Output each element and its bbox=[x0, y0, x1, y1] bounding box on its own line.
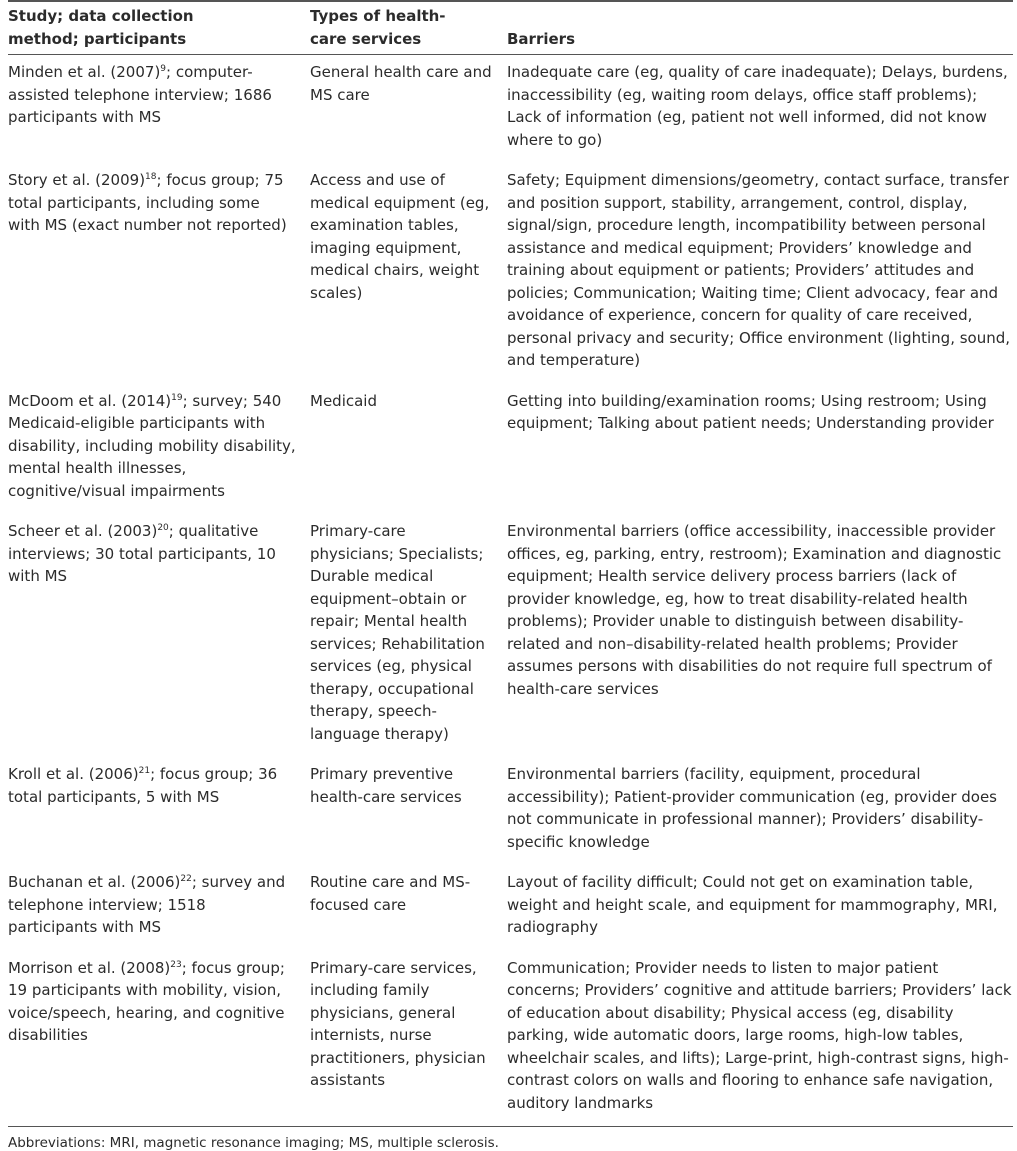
barriers-cell: Layout of facility difficult; Could not get on examination table, weight and height scale, and equipment for mammography, MRI, radiography bbox=[507, 873, 998, 936]
study-author: Scheer et al. (2003) bbox=[8, 522, 158, 540]
table-row bbox=[8, 865, 1013, 951]
reference-number: 22 bbox=[180, 874, 192, 884]
study-cell bbox=[8, 757, 310, 865]
reference-number: 9 bbox=[160, 64, 167, 74]
study-details: ; computer-assisted telephone interview; 1686 participants with MS bbox=[8, 63, 272, 126]
reference-number: 21 bbox=[138, 766, 151, 776]
services-cell: General health care and MS care bbox=[310, 63, 492, 104]
study-details: ; survey; 540 Medicaid-eligible participants with disability, including mobility disability, mental health illnesses, cognitive/visual impairments bbox=[8, 391, 296, 500]
study-cell bbox=[8, 951, 310, 1127]
barriers-cell: Environmental barriers (office accessibility, inaccessible provider offices, eg, parking, entry, restroom); Examination and diagnostic equipment; Health service delivery process barriers (lack of provider knowledge, eg, how to treat disability-related health problems); Provider unable to distinguish between disability-related and non–disability-related health problems; Provider assumes persons with disabilities do not require full spectrum of health-care services bbox=[507, 522, 1002, 698]
table-container bbox=[8, 0, 1013, 1151]
study-cell bbox=[8, 865, 310, 951]
study-author: Minden et al. (2007) bbox=[8, 63, 161, 81]
services-cell: Primary-care services, including family physicians, general internists, nurse practitioners, physician assistants bbox=[310, 958, 486, 1089]
reference-number: 23 bbox=[170, 959, 182, 970]
table-row bbox=[8, 55, 1013, 164]
table-row bbox=[8, 757, 1013, 865]
barriers-cell: Environmental barriers (facility, equipment, procedural accessibility); Patient-provider communication (eg, provider does not communicate in professional manner); Providers’ disability-specific knowledge bbox=[507, 765, 997, 851]
table-row bbox=[8, 163, 1013, 384]
table-row bbox=[8, 384, 1013, 515]
header-barriers: Barriers bbox=[507, 2, 1013, 55]
study-cell bbox=[8, 163, 310, 384]
reference-number: 19 bbox=[171, 392, 183, 403]
study-cell bbox=[8, 55, 310, 164]
study-author: Story et al. (2009) bbox=[8, 171, 146, 189]
study-author: Kroll et al. (2006) bbox=[8, 765, 139, 783]
abbreviations-footnote: Abbreviations: MRI, magnetic resonance imaging; MS, multiple sclerosis. bbox=[8, 1135, 499, 1151]
services-cell: Primary-care physicians; Specialists; Durable medical equipment–obtain or repair; Mental health services; Rehabilitation services (eg, physical therapy, occupational therapy, speech-language therapy) bbox=[310, 522, 485, 743]
barriers-cell: Inadequate care (eg, quality of care inadequate); Delays, burdens, inaccessibility (eg, waiting room delays, office staff problems); Lack of information (eg, patient not well informed, did not know where to go) bbox=[507, 63, 1008, 149]
study-author: Buchanan et al. (2006) bbox=[8, 873, 181, 891]
reference-number: 18 bbox=[145, 172, 157, 182]
reference-number: 20 bbox=[157, 523, 169, 533]
study-cell bbox=[8, 514, 310, 757]
header-services: Types of health-care services bbox=[310, 2, 507, 55]
header-study: Study; data collection method; participants bbox=[8, 2, 310, 55]
study-details: ; focus group; 19 participants with mobility, vision, voice/speech, hearing, and cognitive disabilities bbox=[8, 958, 285, 1044]
barriers-cell: Getting into building/examination rooms; Using restroom; Using equipment; Talking about patient needs; Understanding provider bbox=[507, 391, 994, 432]
services-cell: Primary preventive health-care services bbox=[310, 765, 462, 806]
table-row bbox=[8, 514, 1013, 757]
barriers-cell: Safety; Equipment dimensions/geometry, contact surface, transfer and position support, stability, arrangement, control, display, signal/sign, procedure length, incompatibility between personal assistance and medical equipment; Providers’ knowledge and training about equipment or patients; Providers’ attitudes and policies; Communication; Waiting time; Client advocacy, fear and avoidance of experience, concern for quality of care received, personal privacy and security; Office environment (lighting, sound, and temperature) bbox=[507, 171, 1011, 369]
study-details: ; focus group; 75 total participants, including some with MS (exact number not reported) bbox=[8, 171, 287, 234]
services-cell: Routine care and MS-focused care bbox=[310, 873, 471, 914]
study-details: ; focus group; 36 total participants, 5 with MS bbox=[8, 765, 278, 806]
study-author: Morrison et al. (2008) bbox=[8, 958, 171, 977]
barriers-cell: Communication; Provider needs to listen to major patient concerns; Providers’ cognitive and attitude barriers; Providers’ lack of education about disability; Physical access (eg, disability parking, wide automatic doors, large rooms, high-low tables, wheelchair scales, and lifts); Large-print, high-contrast signs, high-contrast colors on walls and flooring to enhance safe navigation, auditory landmarks bbox=[507, 958, 1012, 1112]
barriers-table bbox=[8, 2, 1013, 1126]
services-cell: Access and use of medical equipment (eg, examination tables, imaging equipment, medical chairs, weight scales) bbox=[310, 171, 490, 302]
study-details: ; qualitative interviews; 30 total participants, 10 with MS bbox=[8, 522, 276, 585]
header-row bbox=[8, 2, 1013, 55]
study-details: ; survey and telephone interview; 1518 participants with MS bbox=[8, 873, 286, 936]
table-row bbox=[8, 951, 1013, 1127]
study-author: McDoom et al. (2014) bbox=[8, 391, 172, 410]
study-cell bbox=[8, 384, 310, 515]
services-cell: Medicaid bbox=[310, 391, 377, 410]
